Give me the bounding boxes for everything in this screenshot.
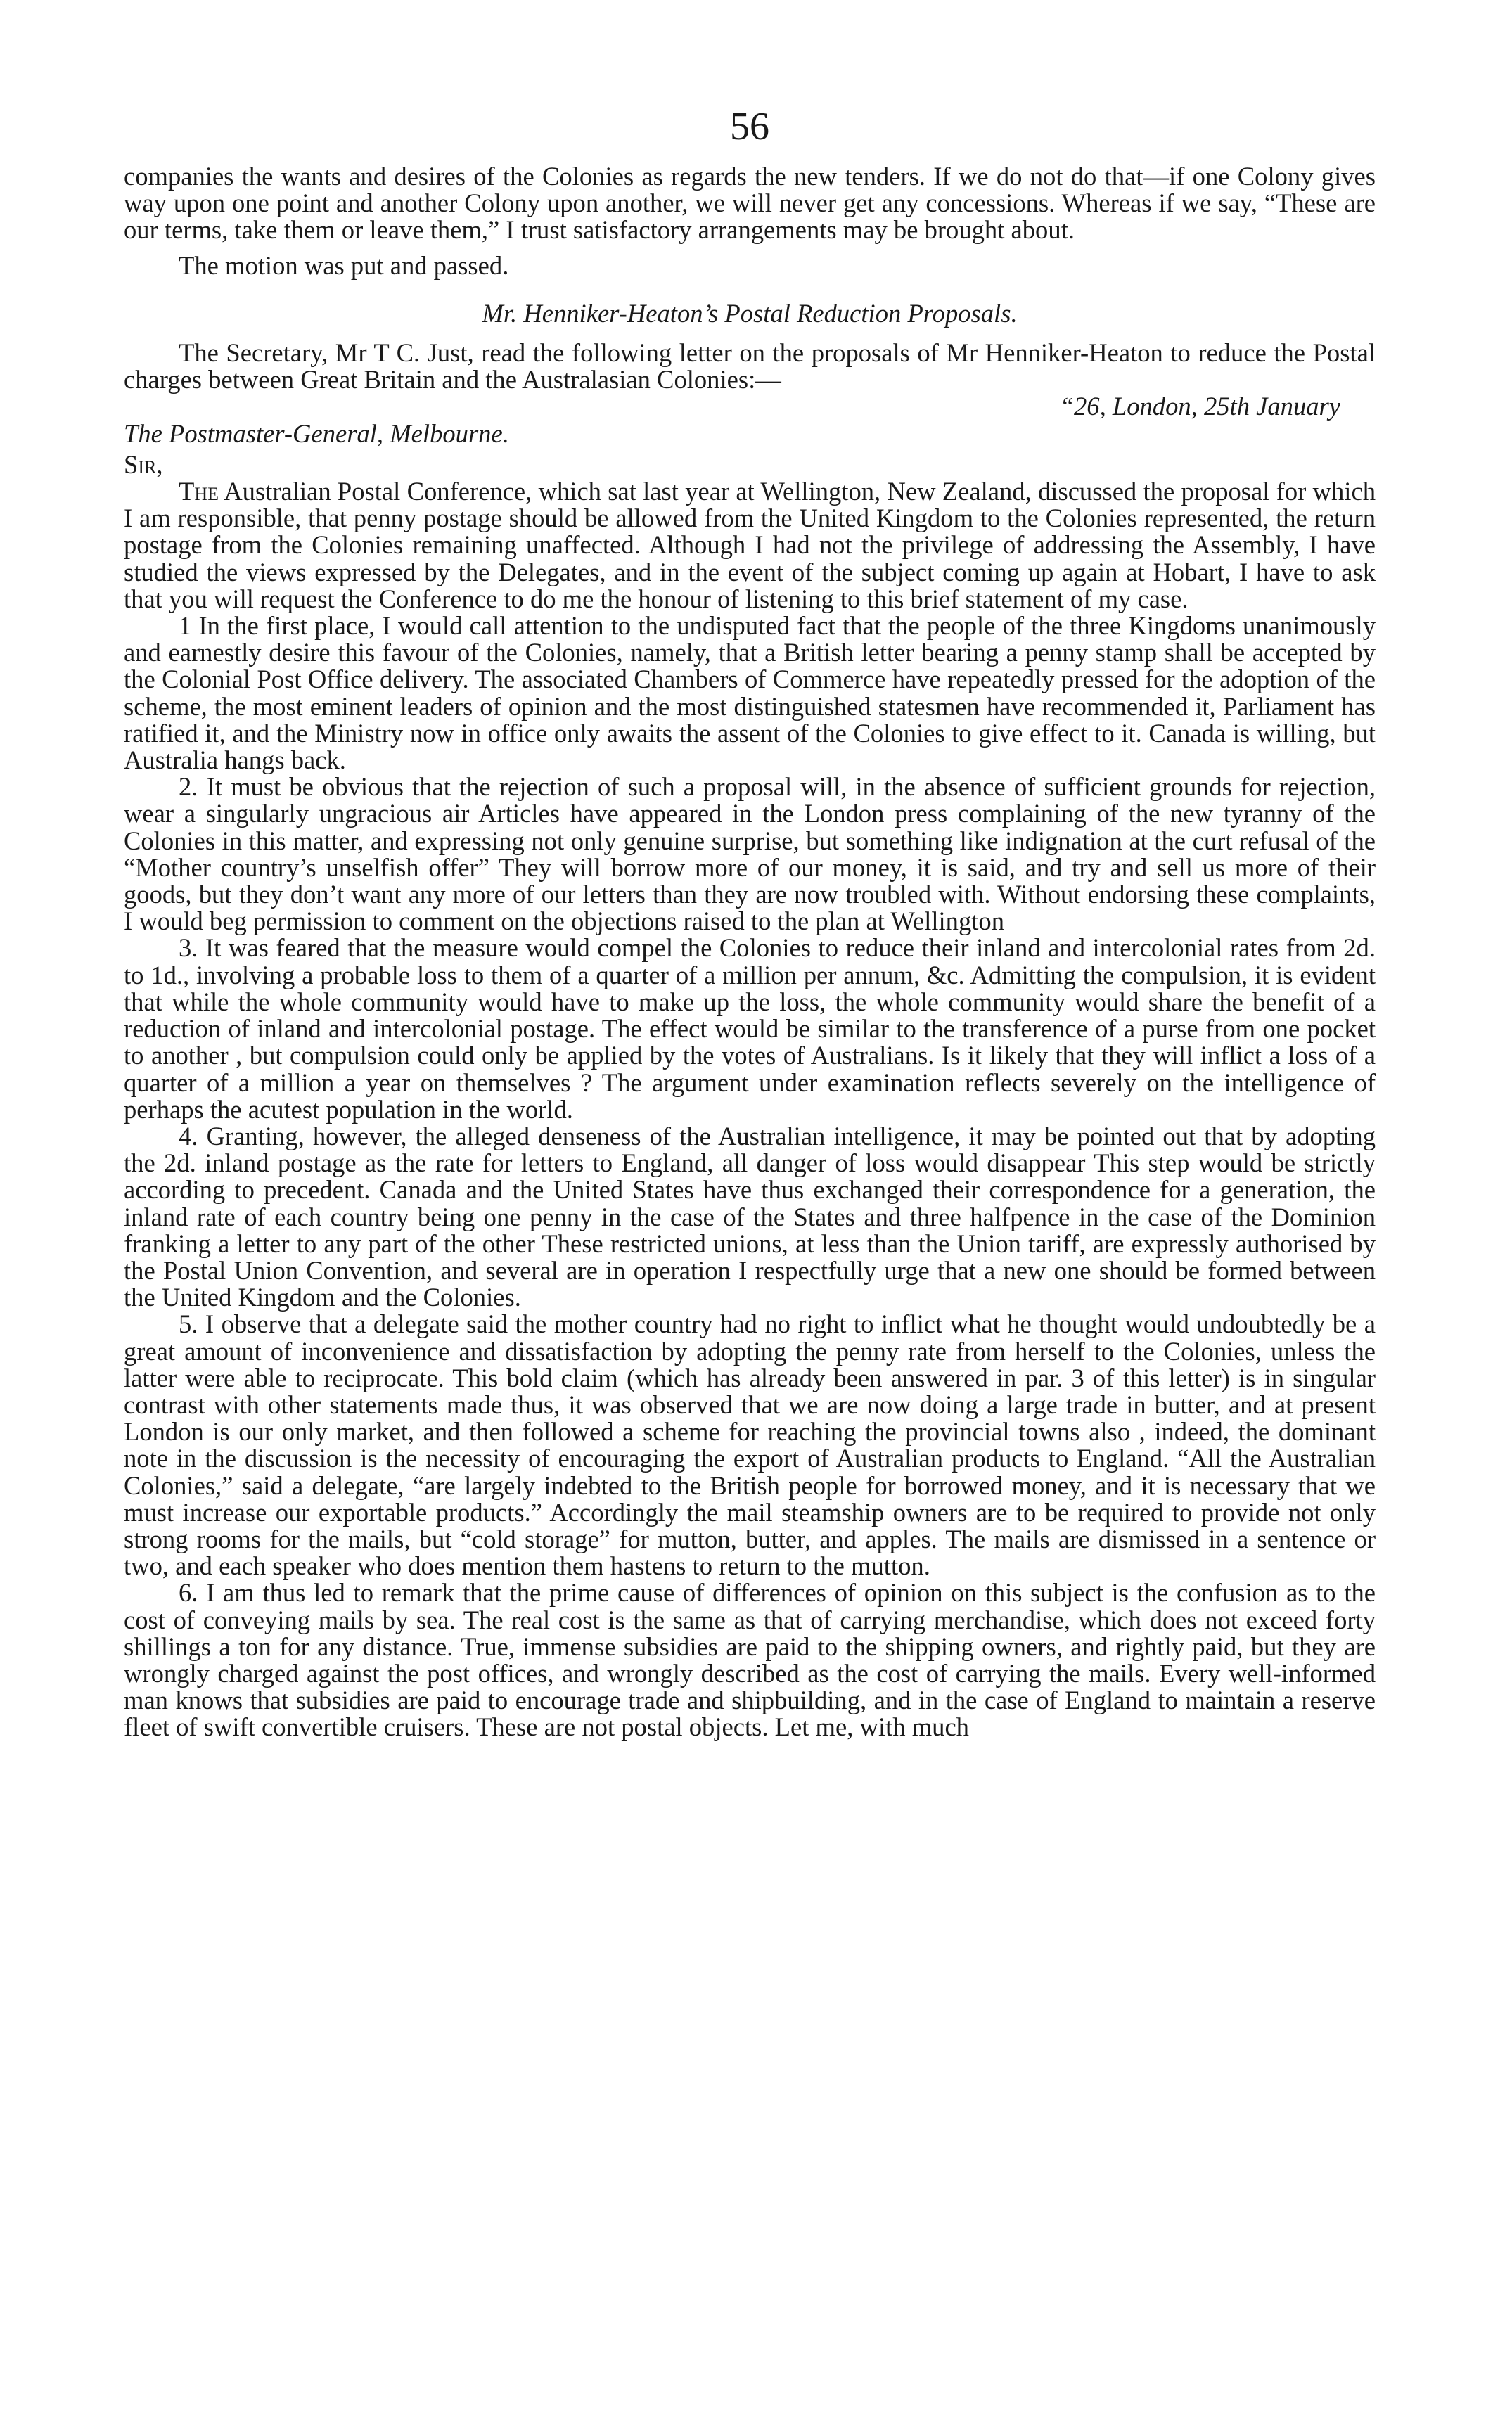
letter-salutation: Sir, [124, 449, 163, 479]
page-number: 56 [730, 105, 769, 148]
letter-paragraph-5: 5. I observe that a delegate said the mother country had no right to inflict what he thought would undoubtedly be a great amount of inconvenience and dissatisfaction by adopting the penny rate from herself to the Colonies, unless the latter were able to reciprocate. This bold claim (which has already been answered in par. 3 of this letter) is in singular contrast with other statements made thus, it was observed that we are now doing a large trade in butter, and at present London is our only market, and then followed a scheme for reaching the provincial towns also , indeed, the dominant note in the discussion is the necessity of encouraging the export of Australian products to England. “All the Australian Colonies,” said a delegate, “are largely indebted to the British people for borrowed money, and it is necessary that we must increase our exportable products.” Accordingly the mail steamship owners are to be required to provide not only strong rooms for the mails, but “cold storage” for mutton, butter, and apples. The mails are dismissed in a sentence or two, and each speaker who does mention them hastens to return to the mutton. [124, 1309, 1376, 1581]
letter-first-word: The [179, 477, 219, 506]
motion-passed-line: The motion was put and passed. [179, 250, 509, 280]
carryover-paragraph: companies the wants and desires of the Colonies as regards the new tenders. If we do not do that—if one Colony gives way upon one point and another Colony upon another, we will never get any concessions. Whereas if we say, “These are our terms, take them or leave them,” I trust satisfactory arrangements may be brought about. [124, 162, 1376, 245]
letter-opening-text: Australian Postal Conference, which sat last year at Wellington, New Zealand, discussed the proposal for which I am responsible, that penny postage should be allowed from the United Kingdom to the Colonies represented, the return postage from the Colonies remaining unaffected. Although I had not the privilege of addressing the Assembly, I have studied the views expressed by the Delegates, and in the event of the subject coming up again at Hobart, I have to ask that you will request the Conference to do me the honour of listening to this brief statement of my case. [124, 477, 1376, 613]
letter-addressee: The Postmaster-General, Melbourne. [124, 418, 509, 448]
letter-opening-paragraph [124, 478, 1376, 613]
letter-dateline: “26, London, 25th January [1059, 392, 1340, 421]
document-page [124, 105, 1376, 1741]
letter-paragraph-3: 3. It was feared that the measure would compel the Colonies to reduce their inland and intercolonial rates from 2d. to 1d., involving a probable loss to them of a quarter of a million per annum, &c. Admitting the compulsion, it is evident that while the whole community would have to make up the loss, the whole community would share the benefit of a reduction of inland and intercolonial postage. The effect would be similar to the transference of a purse from one pocket to another , but compulsion could only be applied by the votes of Australians. Is it likely that they will inflict a loss of a quarter of a million a year on themselves ? The argument under examination reflects severely on the intelligence of perhaps the acutest population in the world. [124, 933, 1376, 1124]
letter-paragraph-2: 2. It must be obvious that the rejection of such a proposal will, in the absence of sufficient grounds for rejection, wear a singularly ungracious air Articles have appeared in the London press complaining of the new tyranny of the Colonies in this matter, and expressing not only genuine surprise, but something like indignation at the curt refusal of the “Mother country’s unselfish offer” They will borrow more of our money, it is said, and try and sell us more of their goods, but they don’t want any more of our letters than they are now troubled with. Without endorsing these complaints, I would beg permission to comment on the objections raised to the plan at Wellington [124, 772, 1376, 936]
letter-paragraph-6: 6. I am thus led to remark that the prime cause of differences of opinion on this subject is the confusion as to the cost of conveying mails by sea. The real cost is the same as that of carrying merchandise, which does not exceed forty shillings a ton for any distance. True, immense subsidies are paid to the shipping owners, and rightly paid, but they are wrongly charged against the post offices, and wrongly described as the cost of carrying the mails. Every well-informed man knows that subsidies are paid to encourage trade and shipbuilding, and in the case of England to maintain a reserve fleet of swift convertible cruisers. These are not postal objects. Let me, with much [124, 1578, 1376, 1742]
section-heading: Mr. Henniker-Heaton’s Postal Reduction Proposals. [482, 298, 1018, 328]
intro-paragraph: The Secretary, Mr T C. Just, read the following letter on the proposals of Mr Henniker-Heaton to reduce the Postal charges between Great Britain and the Australasian Colonies:— [124, 338, 1376, 395]
letter-paragraph-1: 1 In the first place, I would call attention to the undisputed fact that the people of the three Kingdoms unanimously and earnestly desire this favour of the Colonies, namely, that a British letter bearing a penny stamp shall be accepted by the Colonial Post Office delivery. The associated Chambers of Commerce have repeatedly pressed for the adoption of the scheme, the most eminent leaders of opinion and the most distinguished statesmen have recommended it, Parliament has ratified it, and the Ministry now in office only awaits the assent of the Colonies to give effect to it. Canada is willing, but Australia hangs back. [124, 611, 1376, 775]
letter-paragraph-4: 4. Granting, however, the alleged denseness of the Australian intelligence, it may be pointed out that by adopting the 2d. inland postage as the rate for letters to England, all danger of loss would disappear This step would be strictly according to precedent. Canada and the United States have thus exchanged their correspondence for a generation, the inland rate of each country being one penny in the case of the States and three halfpence in the case of the Dominion franking a letter to any part of the other These restricted unions, at less than the Union tariff, are expressly authorised by the Postal Union Convention, and several are in operation I respectfully urge that a new one should be formed between the United Kingdom and the Colonies. [124, 1121, 1376, 1312]
